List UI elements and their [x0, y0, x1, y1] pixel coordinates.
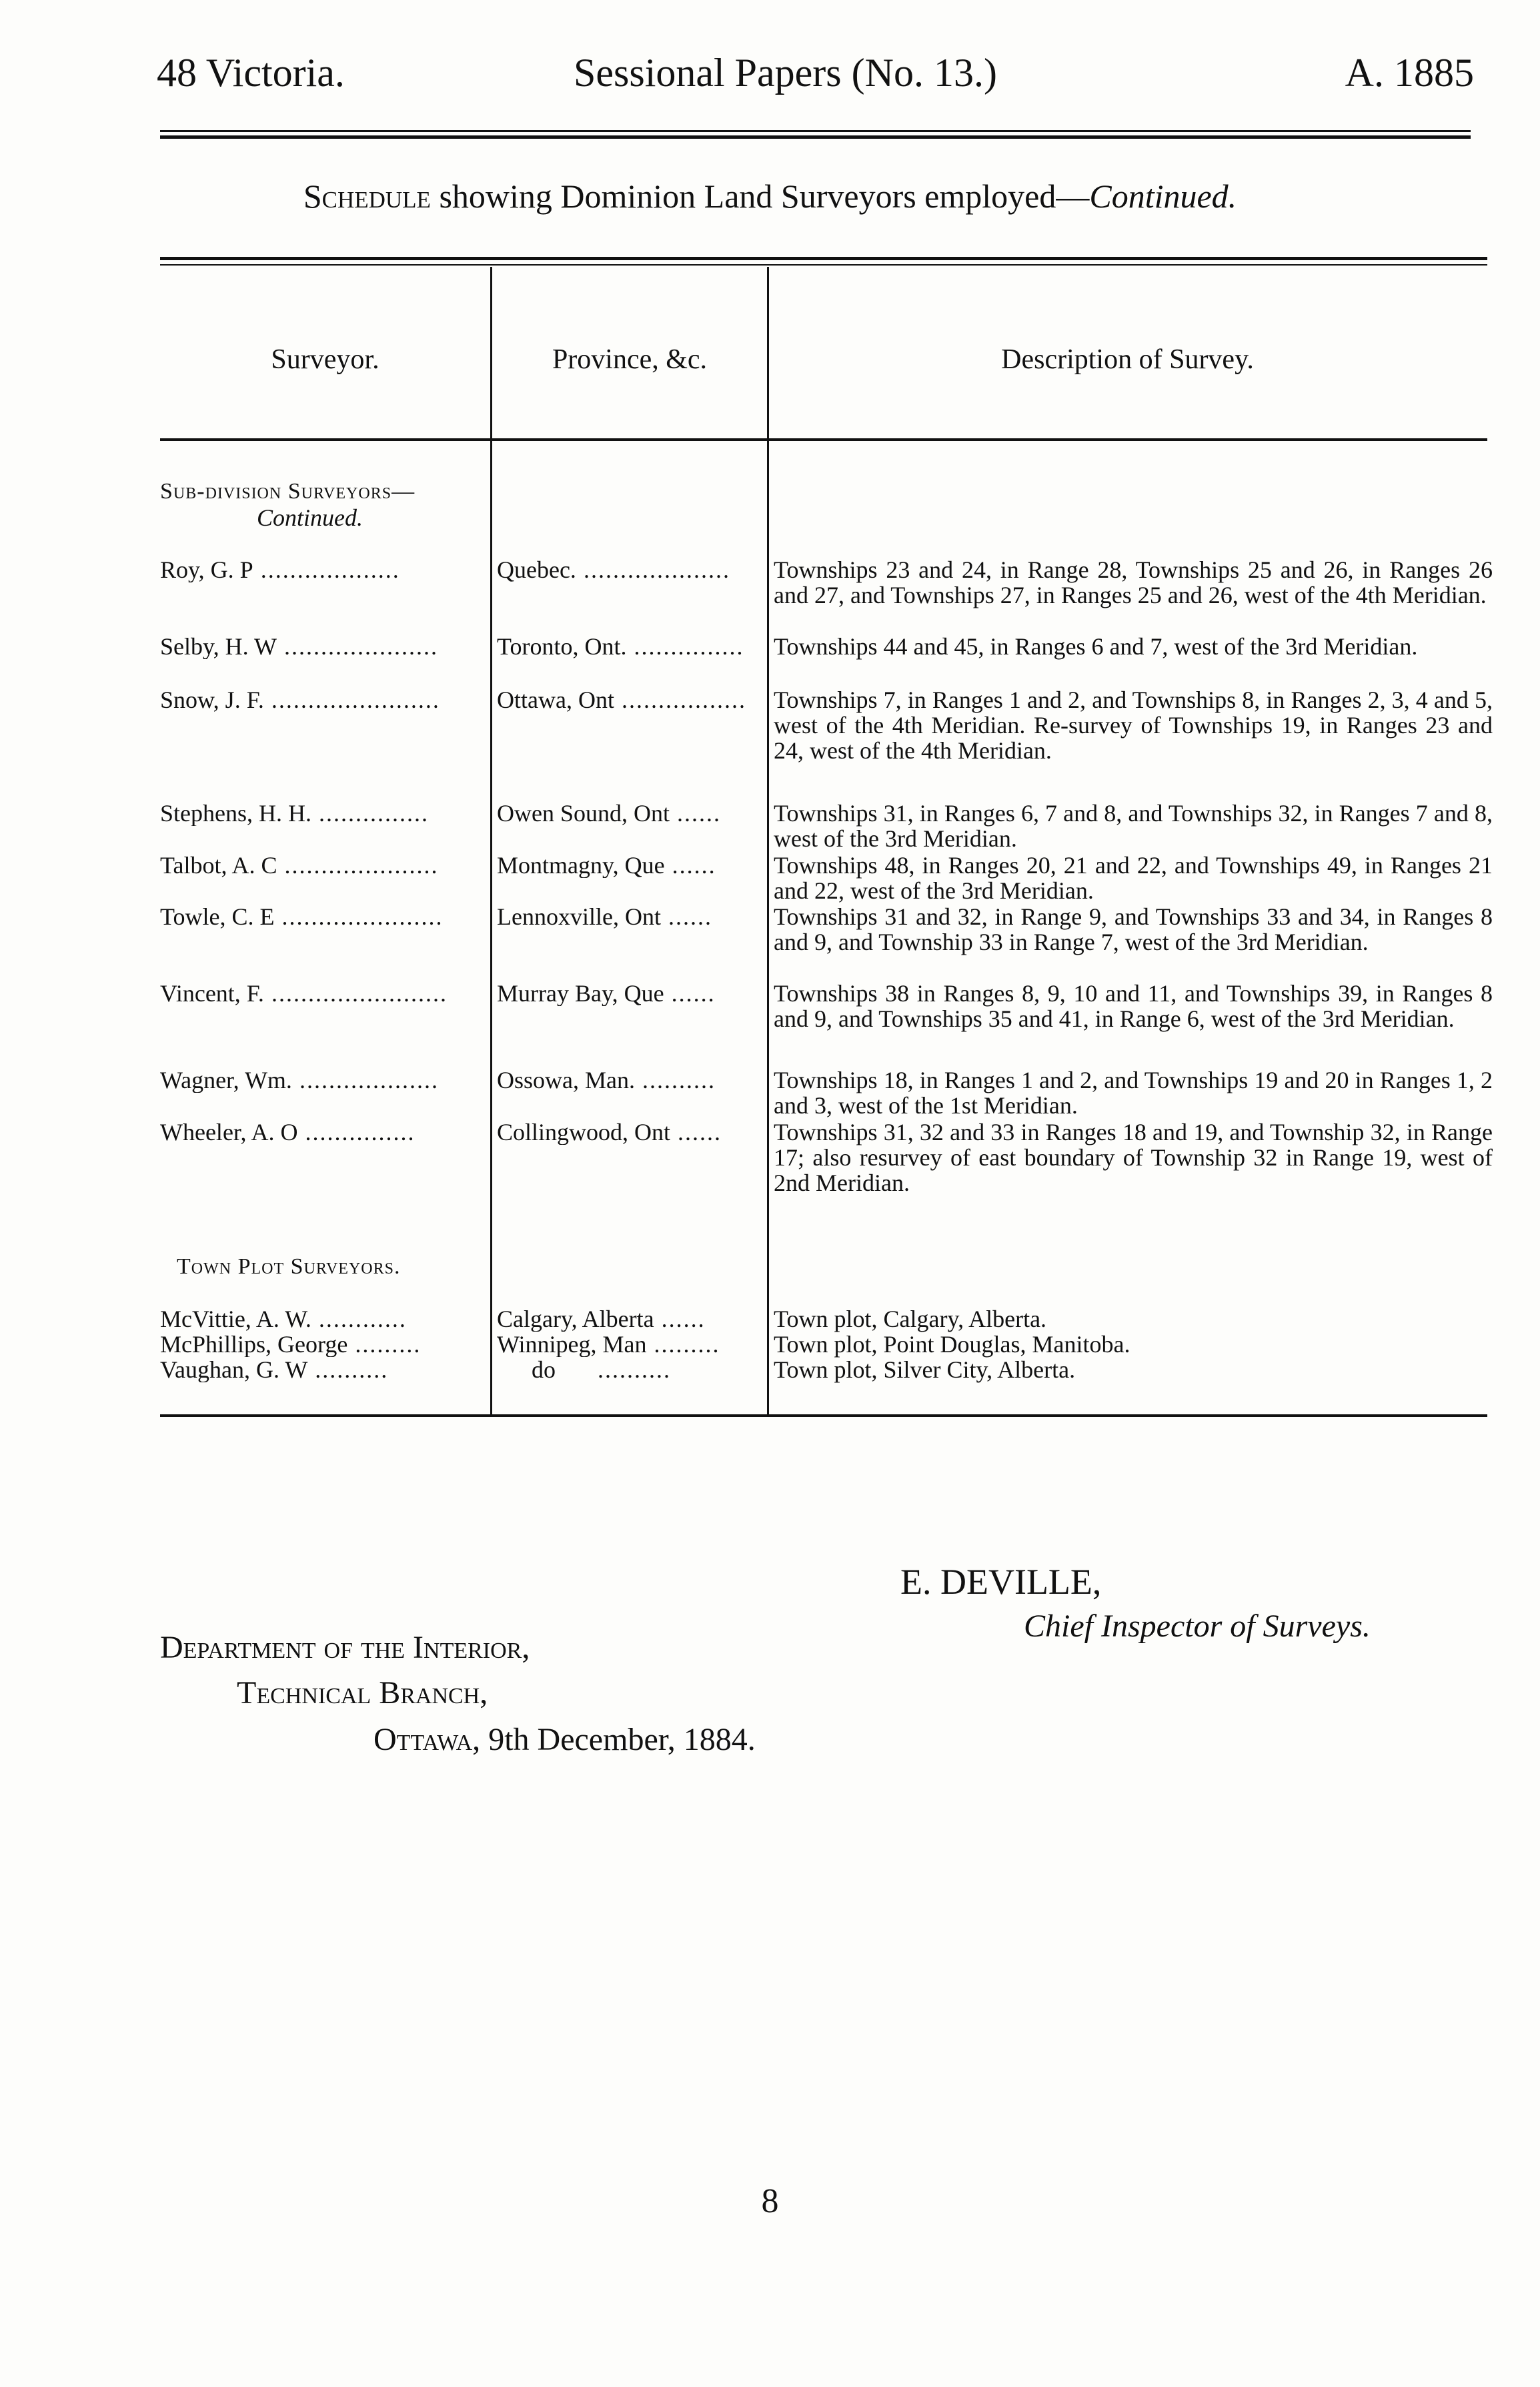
session-label: 48 Victoria. [157, 51, 345, 95]
date: 9th December, 1884. [480, 1722, 756, 1757]
province: Winnipeg, Man ......... [497, 1332, 720, 1357]
department-line-1: Department of the Interior, [160, 1630, 530, 1665]
section-heading-subdivision: Sub-division Surveyors— [160, 479, 416, 504]
column-header-surveyor: Surveyor. [271, 344, 379, 375]
province: Collingwood, Ont ...... [497, 1119, 722, 1145]
surveyor-name: Wheeler, A. O ............... [160, 1119, 416, 1145]
surveyor-name: McVittie, A. W. ............ [160, 1306, 407, 1332]
section-heading-continued: Continued. [257, 504, 363, 531]
page-number: 8 [761, 2182, 779, 2220]
province: Ossowa, Man. .......... [497, 1067, 716, 1093]
table-bottom-rule [160, 1414, 1487, 1417]
column-header-description: Description of Survey. [1001, 344, 1254, 375]
surveyor-name: Wagner, Wm. ................... [160, 1067, 439, 1093]
survey-description: Townships 48, in Ranges 20, 21 and 22, and Townships 49, in Ranges 21 and 22, west of the 3rd Meridian. [774, 852, 1493, 904]
province: Toronto, Ont. ............... [497, 634, 744, 659]
schedule-title-middle: showing Dominion Land Surveyors employed— [430, 177, 1090, 215]
surveyor-name: Roy, G. P ................... [160, 557, 400, 582]
surveyor-name: Stephens, H. H. ............... [160, 801, 429, 826]
survey-description: Town plot, Silver City, Alberta. [774, 1356, 1076, 1383]
survey-description: Townships 7, in Ranges 1 and 2, and Townships 8, in Ranges 2, 3, 4 and 5, west of the 4th Meridian. Re-survey of Townships 19, in Ranges 23 and 24, west of the 4th Meridian. [774, 686, 1493, 764]
year-label: A. 1885 [1345, 51, 1474, 95]
survey-description: Townships 31, in Ranges 6, 7 and 8, and Townships 32, in Ranges 7 and 8, west of the 3rd Meridian. [774, 800, 1493, 852]
column-header-province: Province, &c. [552, 344, 708, 375]
surveyor-name: Towle, C. E ...................... [160, 904, 444, 929]
province: Calgary, Alberta ...... [497, 1306, 706, 1332]
province: Murray Bay, Que ...... [497, 981, 716, 1006]
department-line-3 [373, 1721, 756, 1758]
survey-description: Townships 23 and 24, in Range 28, Townships 25 and 26, in Ranges 26 and 27, and Townships 27, in Ranges 25 and 26, west of the 4th Meridian. [774, 556, 1493, 608]
province: Ottawa, Ont ................. [497, 687, 746, 712]
running-header [157, 50, 1474, 103]
schedule-title-continued: Continued. [1089, 177, 1237, 215]
schedule-title-lead: Schedule [303, 177, 431, 215]
survey-description: Townships 31, 32 and 33 in Ranges 18 and 19, and Township 32, in Range 17; also resurvey of east boundary of Township 32 in Range 19, west of 2nd Meridian. [774, 1119, 1493, 1196]
province: Montmagny, Que ...... [497, 853, 716, 878]
surveyor-name: Vaughan, G. W .......... [160, 1357, 389, 1382]
surveyor-name: Vincent, F. ........................ [160, 981, 448, 1006]
survey-description: Townships 44 and 45, in Ranges 6 and 7, west of the 3rd Meridian. [774, 633, 1418, 660]
header-rule-bottom [160, 135, 1471, 139]
column-header-rule [160, 438, 1487, 441]
surveyor-name: McPhillips, George ......... [160, 1332, 422, 1357]
province: Lennoxville, Ont ...... [497, 904, 712, 929]
surveyor-name: Snow, J. F. ....................... [160, 687, 440, 712]
survey-description: Town plot, Point Douglas, Manitoba. [774, 1331, 1130, 1358]
province: do .......... [532, 1357, 671, 1382]
table-top-rule-heavy [160, 257, 1487, 260]
schedule-title [0, 177, 1540, 215]
surveyor-name: Selby, H. W ..................... [160, 634, 438, 659]
department-line-2: Technical Branch, [237, 1675, 488, 1711]
province: Quebec. .................... [497, 557, 730, 582]
place: Ottawa, [373, 1722, 481, 1757]
surveyor-name: Talbot, A. C ..................... [160, 853, 439, 878]
survey-description: Townships 18, in Ranges 1 and 2, and Townships 19 and 20 in Ranges 1, 2 and 3, west of the 1st Meridian. [774, 1067, 1493, 1119]
survey-description: Townships 31 and 32, in Range 9, and Townships 33 and 34, in Ranges 8 and 9, and Township 33 in Range 7, west of the 3rd Meridian. [774, 903, 1493, 955]
signature-name: E. DEVILLE, [900, 1562, 1102, 1602]
survey-description: Townships 38 in Ranges 8, 9, 10 and 11, and Townships 39, in Ranges 8 and 9, and Townships 35 and 41, in Range 6, west of the 3rd Meridian. [774, 980, 1493, 1032]
signature-title: Chief Inspector of Surveys. [1024, 1608, 1371, 1644]
header-rule-top [160, 130, 1471, 132]
section-heading-town-plot: Town Plot Surveyors. [177, 1254, 401, 1279]
province: Owen Sound, Ont ...... [497, 801, 721, 826]
table-top-rule-light [160, 264, 1487, 266]
sessional-papers-label: Sessional Papers (No. 13.) [574, 51, 997, 95]
survey-description: Town plot, Calgary, Alberta. [774, 1306, 1047, 1332]
